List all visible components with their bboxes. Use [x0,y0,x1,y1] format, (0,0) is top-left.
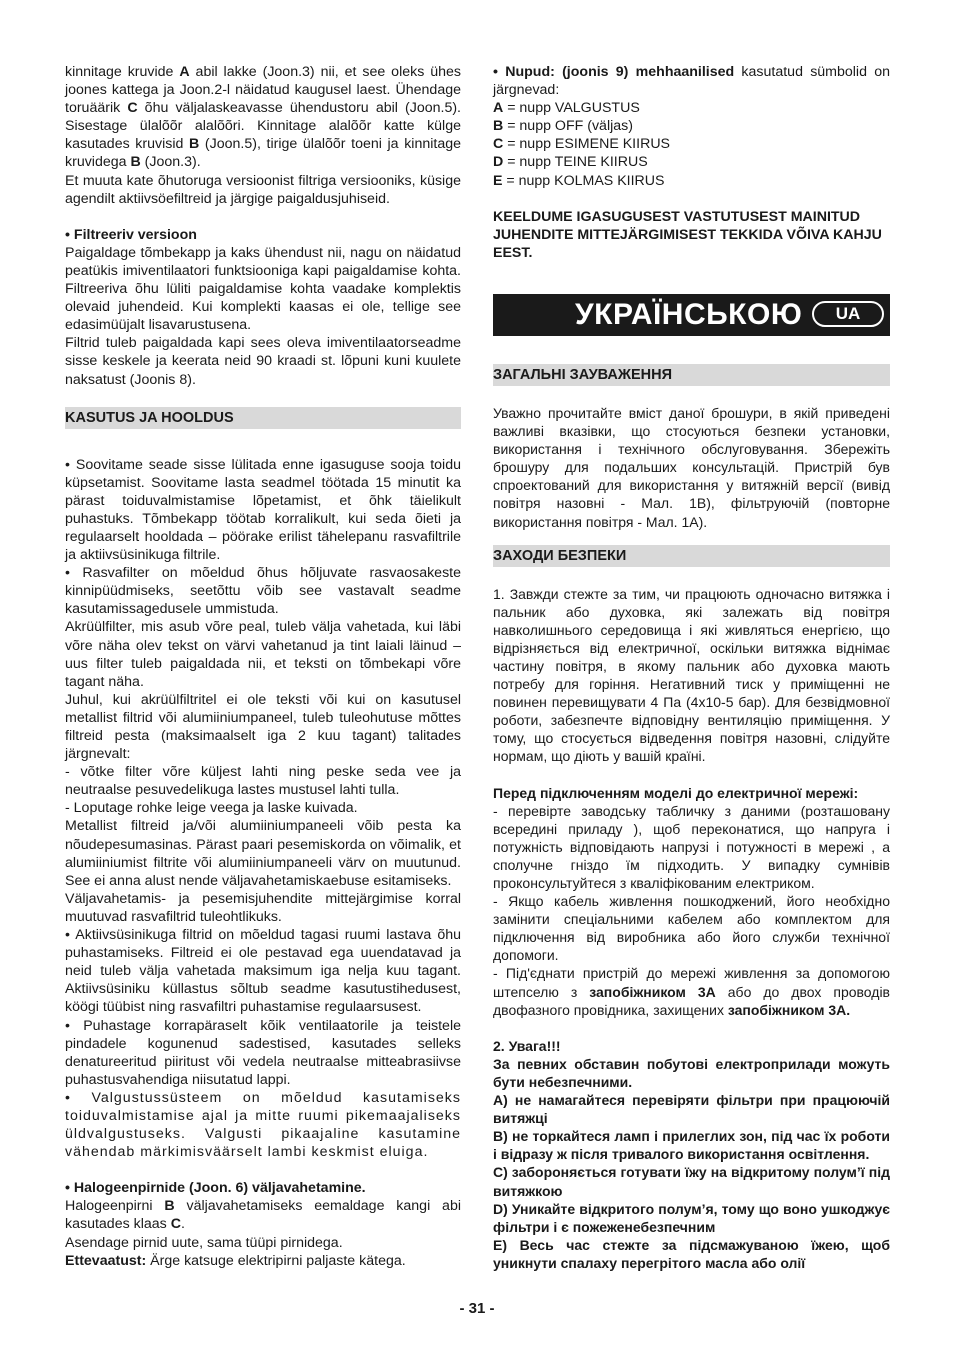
warning-line: За певних обставин побутові електроприлади можуть бути небезпечними. [493,1055,890,1090]
paragraph: kinnitage kruvide A abil lakke (Joon.3) nii, et see oleks ühes joones kattega ja Joon.2-l näidatud kaugusel laest. Ühendage toruäärik C õhu väljalaskeavasse ühendustoru abil (Joon.5). Sisestage ülalõõr alalõõri. Kinnitage alalõõr katte külge kasutades kruvisid B (Joon.5), tirige ülalõõr toeni ja kinnitage kruvidega B (Joon.3). [65,64,461,171]
button-legend-item: C = nupp ESIMENE KIIRUS [493,136,671,153]
paragraph: - перевірте заводську табличку з даними (розташовану всередині приладу ), щоб переконатися, що напруга і потужність відповідають напрузі і потужності в мережі , а сполучне гніздо їм підходить. У випадку сумнівів проконсультуйтеся з кваліфікованим електриком. [493,802,890,891]
button-legend-item: A = nupp VALGUSTUS [493,100,640,117]
subheading-connection: Перед підключенням моделі до електричної мережі: [493,784,859,801]
warning-line: D) Уникайте відкритого полум’я, тому що воно ушкоджує фільтри і є пожеженебезпечним [493,1200,890,1235]
paragraph: Уважно прочитайте вміст даної брошури, в якій приведені важливі вказівки, що стосуються безпеки установки, використання і технічного обслуговування. Збережіть брошуру для подальших консультацій. Пристрій був спроектований для використання у витяжній версії (вивід повітря назовні - Мал. 1B), фільтруючій (повторне використання повітря - Мал. 1A). [493,404,890,530]
section-heading-general: ЗАГАЛЬНІ ЗАУВАЖЕННЯ [493,364,890,386]
button-legend-item: E = nupp KOLMAS KIIRUS [493,172,665,189]
language-badge: UA [812,301,884,327]
paragraph: Juhul, kui akrüülfiltritel ei ole teksti või kui on kasutusel metallist filtrid või alumiiniumpaneel, tuleb tuleohutuse mõttes filtreid pesta (maksimaalselt iga 2 kuu tagant) talitades järgnevalt: [65,691,461,763]
paragraph: Ettevaatust: Ärge katsuge elektripirni paljaste kätega. [65,1252,406,1269]
paragraph: • Valgustussüsteem on mõeldud kasutamiseks toiduvalmistamise ajal ja mitte ruumi pikemaajaliseks üldvalgustuseks. Valgusti pikaajaline kasutamine vähendab märkimisväärselt lambi keskmist eluiga. [65,1089,461,1161]
paragraph: Et muuta kate õhutoruga versioonist filtriga versiooniks, küsige agendilt aktiivsöefiltreid ja järgige paigaldusjuhiseid. [65,172,461,207]
paragraph: Paigaldage tõmbekapp ja kaks ühendust nii, nagu on näidatud peatükis imiventilaatori funktsiooniga kapi paigaldamise kohta. Filtreeriva õhu lüliti paigaldamise kohta vaadake komplektis olevaid juhendeid. Kui komplekti kaasas ei ole, tellige see edasimüüjalt lisavarustusena. [65,244,461,334]
paragraph: • Aktiivsüsinikuga filtrid on mõeldud tagasi ruumi lastava õhu puhastamiseks. Filtreid ei ole pestavad ega uuendatavad ja neid tuleb välja vahetada maksimum iga nelja kuu tagant. Aktiivsüsiniku küllastus sõltub seadme kasutustihedusest, köögi tüübist ning rasvafiltri puhastamise regulaarsusest. [65,927,461,1016]
subheading-filter-version: • Filtreeriv versioon [65,226,197,243]
button-legend-item: D = nupp TEINE KIIRUS [493,154,648,171]
section-heading-use-maintenance: KASUTUS JA HOOLDUS [65,407,461,429]
paragraph: - Якщо кабель живлення пошкоджений, його необхідно замінити спеціальними кабелем або комплектом для підключення від виробника або його служби технічної допомоги. [493,893,890,964]
left-column [65,63,461,1270]
language-title: УКРАЇНСЬКОЮ [575,297,803,331]
paragraph: Akrüülfilter, mis asub võre peal, tuleb välja vahetada, kui läbi võre näha olev tekst on värvi vahetanud ja tint laiali läinud – uus filter tuleb paigaldada nii, et teksti on tõmbekapi võre tagant näha. [65,619,461,690]
button-legend-item: B = nupp OFF (väljas) [493,118,633,135]
paragraph: - võtke filter võre küljest lahti ning peske seda vee ja neutraalse pesuvedelikuga lastes mustusel lahti tulla. [65,764,461,799]
language-banner [493,294,890,336]
paragraph: • Soovitame seade sisse lülitada enne igasuguse sooja toidu küpsetamist. Soovitame lasta seadmel töötada 15 minutit ka pärast toiduvalmistamise lõpetamist, et õhk täielikult puhastuks. Tõmbekapp töötab korralikult, kui seda õieti ja regulaarselt hooldada – pöörake erilist tähelepanu rasvafiltrile ja aktiivsüsinikuga filtrile. [65,456,461,564]
warning-line: А) не намагайтеся перевіряти фільтри при працюючій витяжці [493,1092,890,1127]
warning-line: С) забороняється готувати їжу на відкритому полум’ї під витяжкою [493,1164,890,1199]
paragraph: - Loputage rohke leige veega ja laske kuivada. [65,800,358,817]
warning-line: В) не торкайтеся ламп і прилеглих зон, під час їх роботи і відразу ж після тривалого використання освітлення. [493,1128,890,1163]
page-number: - 31 - [459,1300,495,1317]
warning-title: 2. Увага!!! [493,1037,561,1054]
paragraph: - Під'єднати пристрій до мережі живлення за допомогою штепселю з запобіжником 3А або до двох проводів двофазного провідника, захищених запобіжником 3А. [493,965,890,1018]
warning-line: Е) Весь час стежте за підсмажуваною їжею, щоб уникнути спалаху перегрітого масла або олії [493,1236,890,1271]
disclaimer: KEELDUME IGASUGUSEST VASTUTUSEST MAINITUD JUHENDITE MITTEJÄRGIMISEST TEKKIDA VÕIVA KAHJU EEST. [493,208,882,261]
right-column [493,63,890,1272]
paragraph: Väljavahetamis- ja pesemisjuhendite mittejärgimise korral muutuvad rasvafiltrid tuleohtlikuks. [65,890,461,925]
paragraph: Filtrid tuleb paigaldada kapi sees oleva imiventilaatorseadme sisse keskele ja keerata neid 90 kraadi st. lõpuni kuni kuulete naksatust (Joonis 8). [65,335,461,388]
paragraph: Asendage pirnid uute, sama tüüpi pirnidega. [65,1234,343,1251]
paragraph: Metallist filtreid ja/või alumiiniumpaneeli võib pesta ka nõudepesumasinas. Pärast paari pesemiskorda on võimalik, et alumiiniumist filtrite või alumiiniumpaneeli värv on muutunud. See ei anna alust nende väljavahetamiskaebuse esitamiseks. [65,818,461,889]
paragraph: 1. Завжди стежте за тим, чи працюють одночасно витяжка і пальник або духовка, які залежать від повітря навколишнього середовища і які живляться енергією, що відрізняється від електричної, оскільки витяжка віднімає частину повітря, в якому пальник або духовка мають потребу для горіння. Негативний тиск у приміщенні не повинен перевищувати 4 Па (4x10-5 бар). Для безвідмовної роботи, забезпечте відповідну вентиляцію приміщення. У тому, що стосується відведення повітря назовні, слідуйте нормам, що діють у вашій країні. [493,585,890,765]
paragraph: • Nupud: (joonis 9) mehhaanilised kasutatud sümbolid on järgnevad: [493,64,890,99]
subheading-halogen: • Halogeenpirnide (Joon. 6) väljavahetamine. [65,1180,366,1197]
section-heading-safety: ЗАХОДИ БЕЗПЕКИ [493,545,890,567]
paragraph: • Rasvafilter on mõeldud õhus hõljuvate rasvaosakeste kinnipüüdmiseks, seetõttu võib see vastavalt seadme kasutamissagedusele ummistuda. [65,565,461,618]
paragraph: Halogeenpirni B väljavahetamiseks eemaldage kangi abi kasutades klaas C. [65,1198,461,1233]
paragraph: • Puhastage korrapäraselt kõik ventilaatorile ja teistele pindadele kogunenud sadestised, kasutades selleks denatureeritud piiritust või vedela neutraalse mitteabrasiivse puhastusvahendiga niisutatud lappi. [65,1017,461,1088]
